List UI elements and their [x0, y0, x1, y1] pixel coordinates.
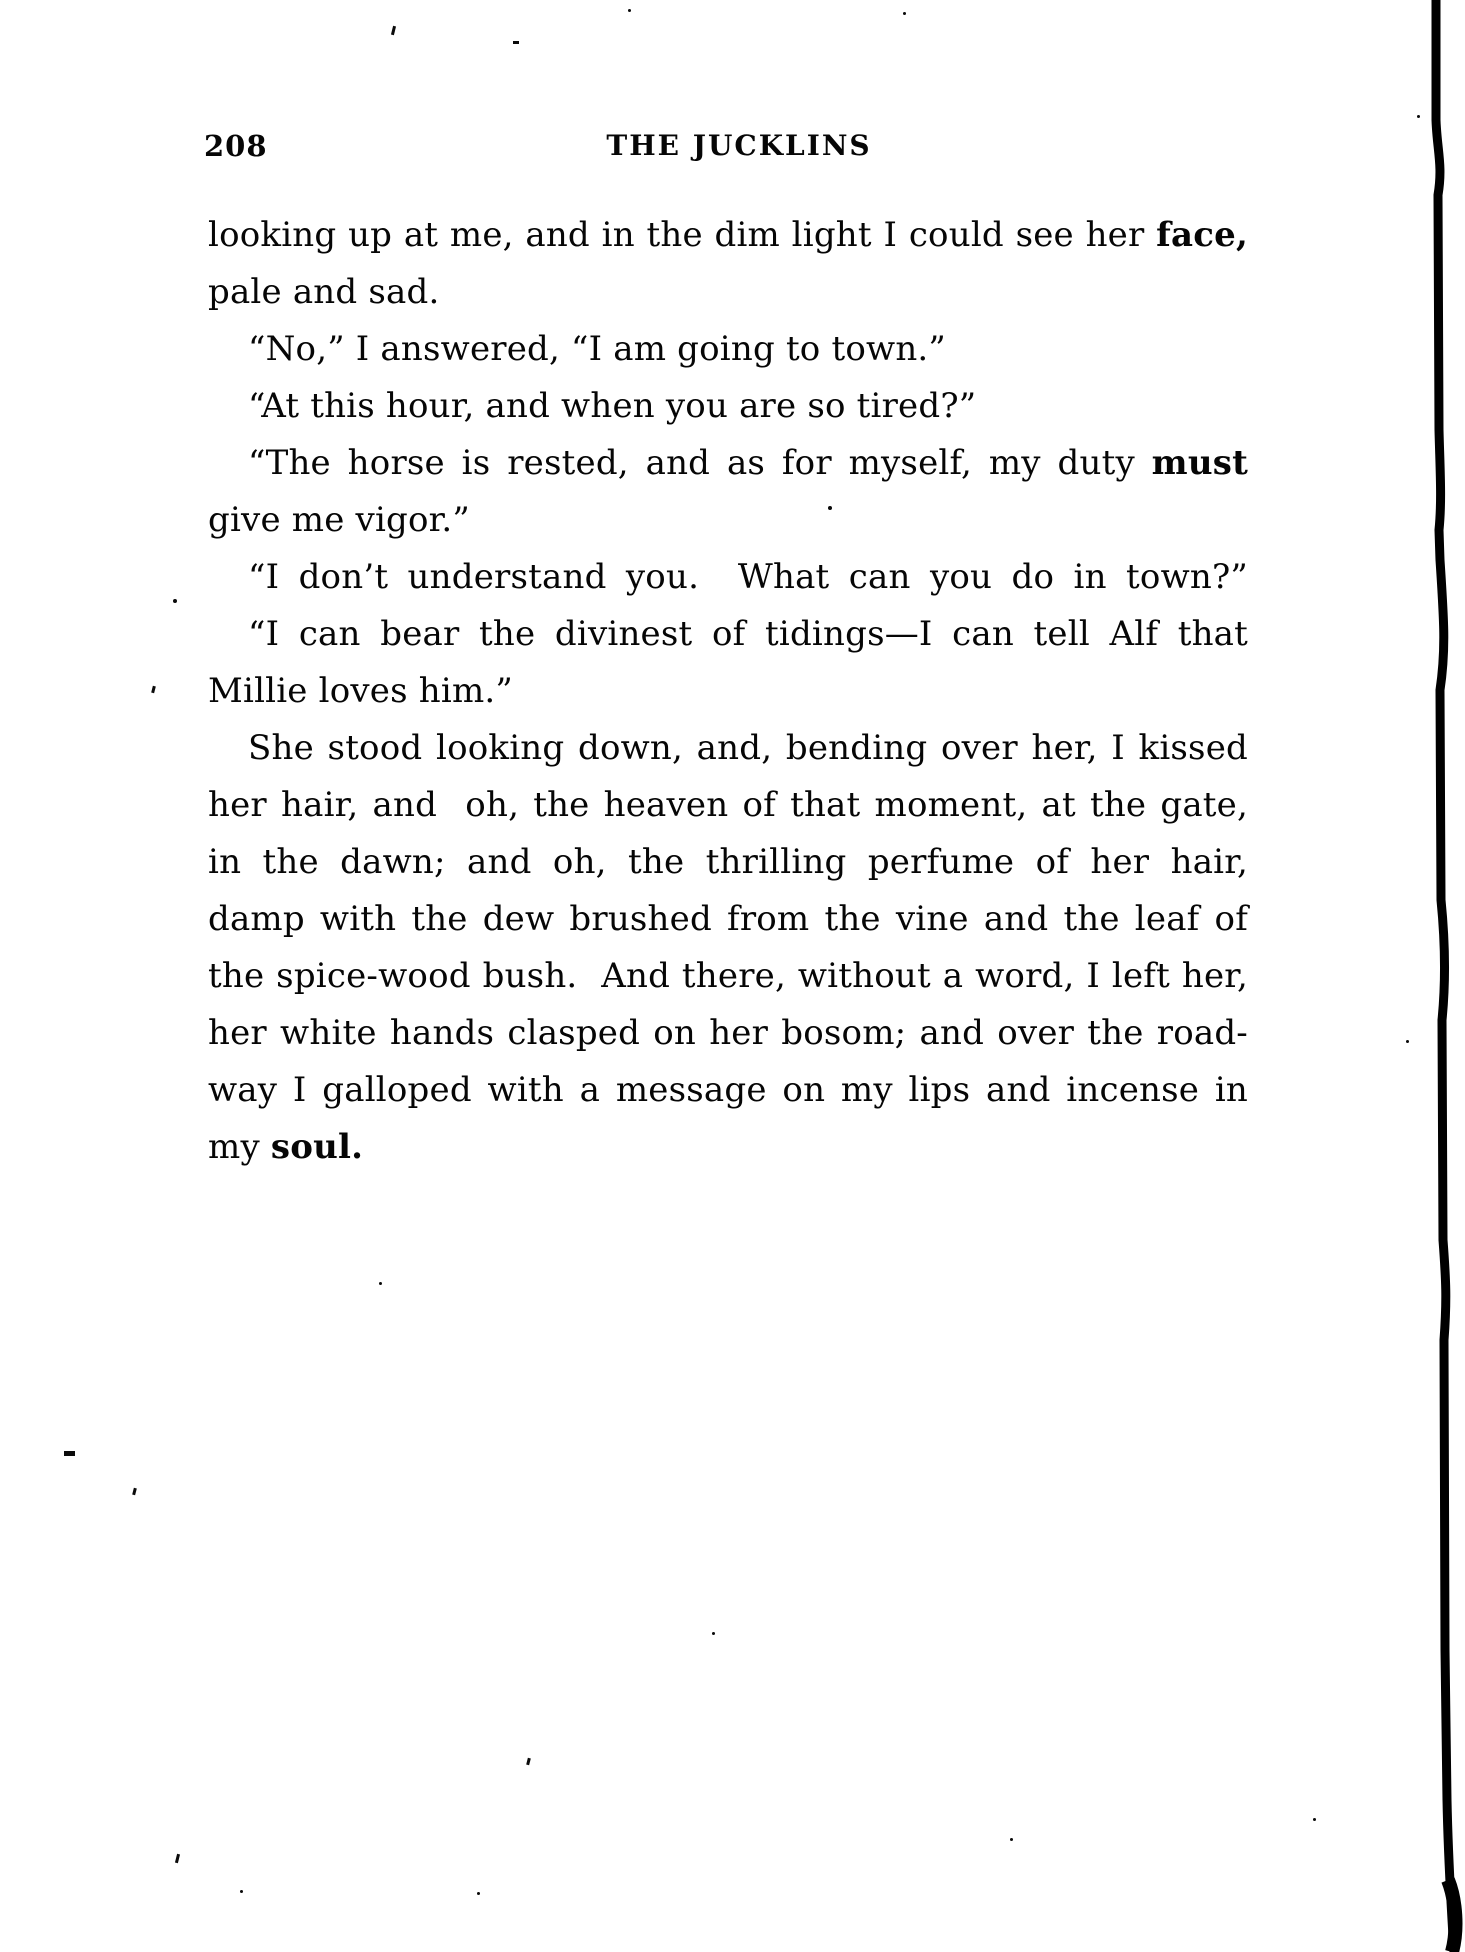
ink-speck: [477, 1892, 480, 1895]
text-segment: pale and sad.: [208, 272, 440, 312]
text-line: [208, 492, 1248, 549]
text-segment: soul.: [270, 1127, 364, 1167]
ink-speck: [132, 1488, 137, 1496]
ink-speck: [173, 599, 177, 603]
text-segment: her white hands clasped on her bosom; and over the road-: [208, 1013, 1248, 1053]
text-line: [208, 549, 1248, 606]
text-line: [208, 1062, 1248, 1119]
text-segment: looking up at me, and in the dim light I could see her: [208, 215, 1157, 255]
running-title: THE JUCKLINS: [606, 129, 872, 162]
text-segment: must: [1151, 443, 1248, 483]
page-text: [208, 207, 1248, 1176]
text-segment: She stood looking down, and, bending over her, I kissed: [248, 728, 1248, 768]
ink-speck: [151, 686, 156, 694]
ink-speck: [1406, 1040, 1409, 1043]
page-number: 208: [204, 129, 268, 163]
text-segment: the spice-wood bush. And there, without a word, I left her,: [208, 956, 1248, 996]
text-line: [208, 834, 1248, 891]
text-segment: “No,” I answered, “I am going to town.”: [248, 329, 947, 369]
ink-speck: [240, 1890, 243, 1893]
text-segment: damp with the dew brushed from the vine and the leaf of: [208, 899, 1248, 939]
text-segment: “The horse is rested, and as for myself, my duty: [248, 443, 1152, 483]
text-segment: her hair, and oh, the heaven of that moment, at the gate,: [208, 785, 1248, 825]
ink-speck: [903, 12, 906, 15]
text-line: [208, 948, 1248, 1005]
text-segment: “At this hour, and when you are so tired?”: [248, 386, 977, 426]
text-segment: Millie loves him.”: [208, 671, 513, 711]
ink-speck: [526, 1758, 531, 1766]
text-line: [208, 378, 1248, 435]
ink-speck: [379, 1282, 382, 1285]
text-segment: in the dawn; and oh, the thrilling perfume of her hair,: [208, 842, 1248, 882]
text-line: [208, 720, 1248, 777]
text-line: [208, 606, 1248, 663]
text-segment: give me vigor.”: [208, 500, 470, 540]
ink-speck: [1417, 115, 1420, 118]
text-line: [208, 1119, 1248, 1176]
text-segment: face,: [1156, 215, 1248, 255]
text-line: [208, 321, 1248, 378]
ink-speck: [1313, 1818, 1316, 1821]
ink-speck: [391, 26, 396, 35]
text-line: [208, 1005, 1248, 1062]
text-segment: “I can bear the divinest of tidings—I can tell Alf that: [248, 614, 1248, 654]
text-line: [208, 891, 1248, 948]
text-segment: my: [208, 1127, 271, 1167]
ink-speck: [64, 1451, 75, 1456]
ink-speck: [175, 1854, 180, 1863]
text-line: [208, 435, 1248, 492]
text-line: [208, 264, 1248, 321]
ink-speck: [1010, 1838, 1013, 1841]
text-line: [208, 777, 1248, 834]
text-line: [208, 663, 1248, 720]
text-line: [208, 207, 1248, 264]
ink-speck: [828, 506, 832, 510]
text-segment: “I don’t understand you. What can you do in town?”: [248, 557, 1248, 597]
ink-speck: [712, 1632, 715, 1635]
ink-speck: [513, 41, 519, 44]
ink-speck: [628, 9, 631, 12]
text-segment: way I galloped with a message on my lips and incense in: [208, 1070, 1248, 1110]
